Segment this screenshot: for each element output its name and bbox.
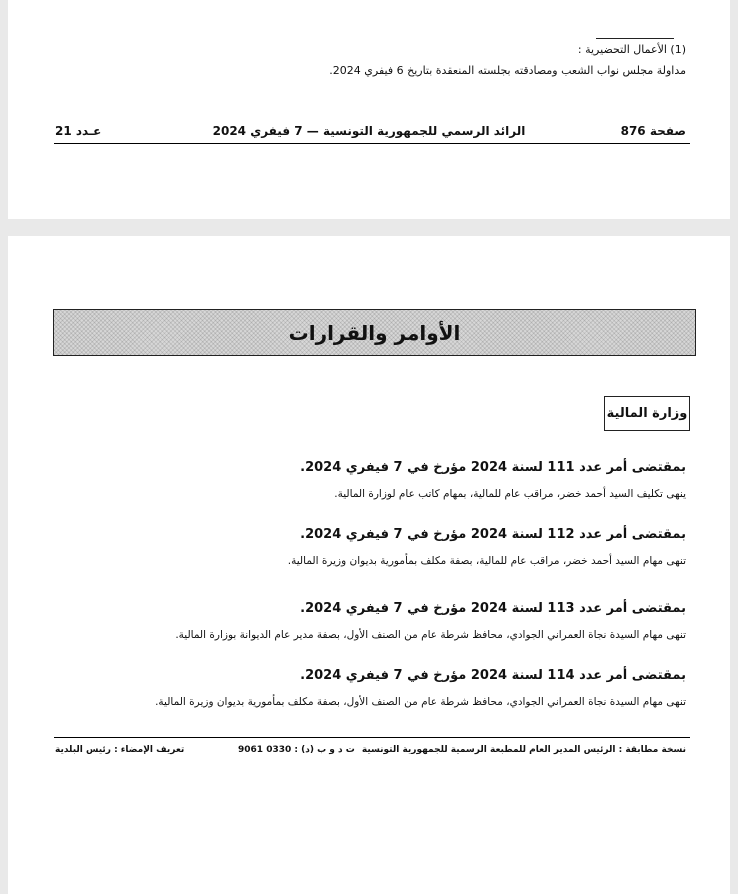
decree-body: تنهى مهام السيدة نجاة العمراني الجوادي، محافظ شرطة عام من الصنف الأول، بصفة مكلف بمأمورية بديوان وزيرة المالية. — [155, 696, 686, 708]
previous-page-fragment — [8, 0, 730, 219]
page-number: صفحة 876 — [620, 124, 686, 138]
decree-body: ينهى تكليف السيد أحمد خضر، مراقب عام للمالية، بمهام كاتب عام لوزارة المالية. — [334, 488, 686, 500]
ministry-label: وزارة المالية — [604, 396, 690, 431]
decree-title: بمقتضى أمر عدد 112 لسنة 2024 مؤرخ في 7 فيفري 2024. — [300, 527, 686, 542]
decree-title: بمقتضى أمر عدد 113 لسنة 2024 مؤرخ في 7 فيفري 2024. — [300, 601, 686, 616]
decree-title: بمقتضى أمر عدد 114 لسنة 2024 مؤرخ في 7 فيفري 2024. — [300, 668, 686, 683]
issue-number: عـدد 21 — [55, 124, 102, 138]
header-divider — [54, 143, 690, 144]
decree-body: تنهى مهام السيدة نجاة العمراني الجوادي، محافظ شرطة عام من الصنف الأول، بصفة مدير عام الديوانة بوزارة المالية. — [175, 629, 686, 641]
footer-divider — [54, 737, 690, 738]
footnote-text: مداولة مجلس نواب الشعب ومصادقته بجلسته المنعقدة بتاريخ 6 فيفري 2024. — [329, 64, 686, 77]
section-title: الأوامر والقرارات — [288, 320, 461, 345]
footnote-heading: (1) الأعمال التحضيرية : — [577, 43, 686, 56]
decree-body: تنهى مهام السيد أحمد خضر، مراقب عام للمالية، بصفة مكلف بمأمورية بديوان وزيرة المالية. — [287, 555, 686, 567]
reference-code: ت د و ب (د) : 0330 9061 — [238, 745, 355, 755]
certified-copy-note: نسخة مطابقة : الرئيس المدير العام للمطبعة الرسمية للجمهورية التونسية — [361, 745, 686, 755]
section-banner — [53, 309, 696, 356]
gazette-title: الرائد الرسمي للجمهورية التونسية — 7 فيفري 2024 — [212, 124, 526, 138]
signature-note: تعريف الإمضاء : رئيس البلدية — [55, 745, 185, 755]
current-page — [8, 236, 730, 894]
decree-title: بمقتضى أمر عدد 111 لسنة 2024 مؤرخ في 7 فيفري 2024. — [300, 460, 686, 475]
footnote-divider — [596, 38, 674, 39]
